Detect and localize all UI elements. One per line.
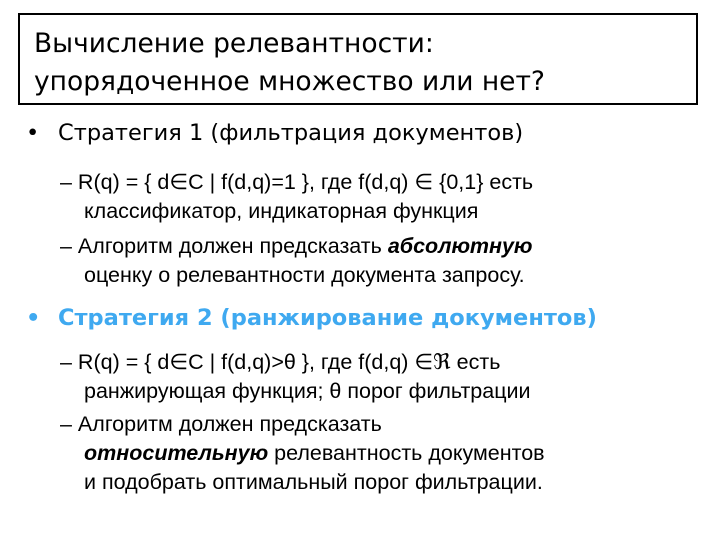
strategy-2-heading-text: Стратегия 2 (ранжирование документов): [58, 305, 597, 331]
strategy-2-item-2: [60, 410, 710, 497]
strategy-1-heading: [26, 120, 523, 146]
emphasis-absolute: абсолютную: [387, 234, 533, 258]
strategy-2-item-1-line-1: – R(q) = { d∈C | f(d,q)>θ }, где f(d,q) ∈ℜ есть: [60, 350, 501, 374]
title-line-2: упорядоченное множество или нет?: [34, 66, 545, 97]
strategy-1-item-2: [60, 232, 710, 290]
strategy-1-heading-text: Стратегия 1 (фильтрация документов): [58, 120, 524, 146]
strategy-1-item-2-line-1: [60, 232, 710, 261]
strategy-1-item-2-text: – Алгоритм должен предсказать: [60, 234, 388, 258]
strategy-1-item-1-line-2: классификатор, индикаторная функция: [84, 199, 479, 223]
strategy-1-item-2-line-2: оценку о релевантности документа запросу.: [84, 263, 525, 287]
bullet-icon: •: [26, 120, 40, 146]
strategy-2-heading: [26, 305, 597, 331]
strategy-1-item-1-line-1: – R(q) = { d∈C | f(d,q)=1 }, где f(d,q) ∈ {0,1} есть: [60, 170, 534, 194]
strategy-2-item-1-line-2: ранжирующая функция; θ порог фильтрации: [84, 379, 531, 403]
strategy-2-item-2-line-1: – Алгоритм должен предсказать: [60, 412, 382, 436]
bullet-icon: •: [26, 305, 41, 331]
title-line-1: Вычисление релевантности:: [34, 28, 434, 59]
strategy-2-item-2-line-2: [60, 439, 710, 468]
slide-title: [18, 13, 698, 105]
strategy-1-item-1: [60, 168, 710, 226]
strategy-2-item-2-line-3: и подобрать оптимальный порог фильтрации.: [84, 470, 543, 494]
emphasis-relative: относительную: [84, 441, 269, 465]
strategy-2-item-2-text: релевантность документов: [268, 441, 545, 465]
strategy-2-item-1: [60, 348, 710, 406]
